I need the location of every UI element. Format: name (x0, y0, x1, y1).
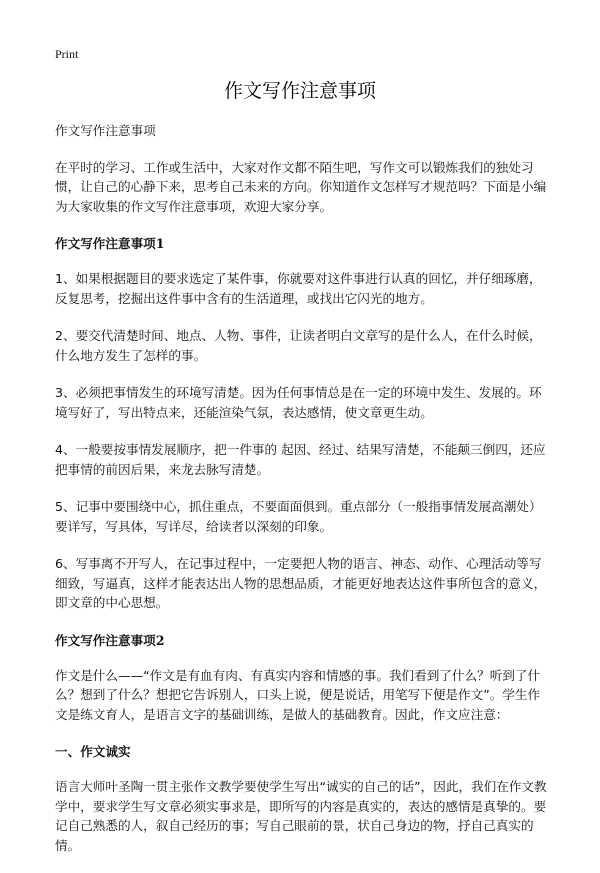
section-2-paragraph: 作文是什么——“作文是有血有肉、有真实内容和情感的事。我们看到了什么？听到了什么？想到了什么？想把它告诉别人，口头上说，便是说话，用笔写下便是作文”。学生作文是练文育人，是语言文字的基础训练，是做人的基础教育。因此，作文应注意： (55, 667, 541, 722)
list-item: 3、必须把事情发生的环境写清楚。因为任何事情总是在一定的环境中发生、发展的。环境写好了，写出特点来，还能渲染气氛，表达感情，使文章更生动。 (55, 385, 542, 420)
section-heading-3: 一、作文诚实 (55, 744, 131, 759)
page-title: 作文写作注意事项 (223, 80, 376, 102)
list-item: 2、要交代清楚时间、地点、人物、事件，让读者明白文章写的是什么人，在什么时候，什么地方发生了怎样的事。 (55, 328, 542, 363)
intro-paragraph: 在平时的学习、工作或生活中，大家对作文都不陌生吧，写作文可以锻炼我们的独处习惯，让自己的心静下来，思考自己未来的方向。你知道作文怎样写才规范吗？下面是小编为大家收集的作文写作注意事项，欢迎大家分享。 (55, 159, 547, 214)
article-body (55, 121, 551, 873)
list-item: 1、如果根据题目的要求选定了某件事，你就要对这件事进行认真的回忆，并仔细琢磨，反复思考，挖掘出这件事中含有的生活道理，或找出它闪光的地方。 (55, 271, 542, 306)
article-subtitle: 作文写作注意事项 (55, 123, 156, 138)
section-heading-2: 作文写作注意事项2 (55, 632, 165, 648)
list-item: 6、写事离不开写人，在记事过程中，一定要把人物的语言、神态、动作、心理活动等写细致，写逼真，这样才能表达出人物的思想品质，才能更好地表达这件事所包含的意义，即文章的中心思想。 (55, 556, 547, 610)
list-item: 4、一般要按事情发展顺序，把一件事的 起因、经过、结果写清楚，不能颠三倒四，还应把事情的前因后果，来龙去脉写清楚。 (55, 442, 546, 477)
section-heading-1: 作文写作注意事项1 (55, 236, 165, 251)
list-item: 5、记事中要围绕中心，抓住重点，不要面面俱到。重点部分（一般指事情发展高潮处）要详写，写具体，写详尽，给读者以深刻的印象。 (55, 499, 542, 534)
section-3-paragraph: 语言大师叶圣陶一贯主张作文教学要使学生写出“诚实的自己的话”，因此，我们在作文教学中，要求学生写文章必须实事求是，即所写的内容是真实的，表达的感情是真挚的。要记自己熟悉的人，叙自己经历的事；写自己眼前的景，状自己身边的物，抒自己真实的情。 (55, 779, 547, 853)
print-link[interactable]: Print (55, 47, 79, 61)
